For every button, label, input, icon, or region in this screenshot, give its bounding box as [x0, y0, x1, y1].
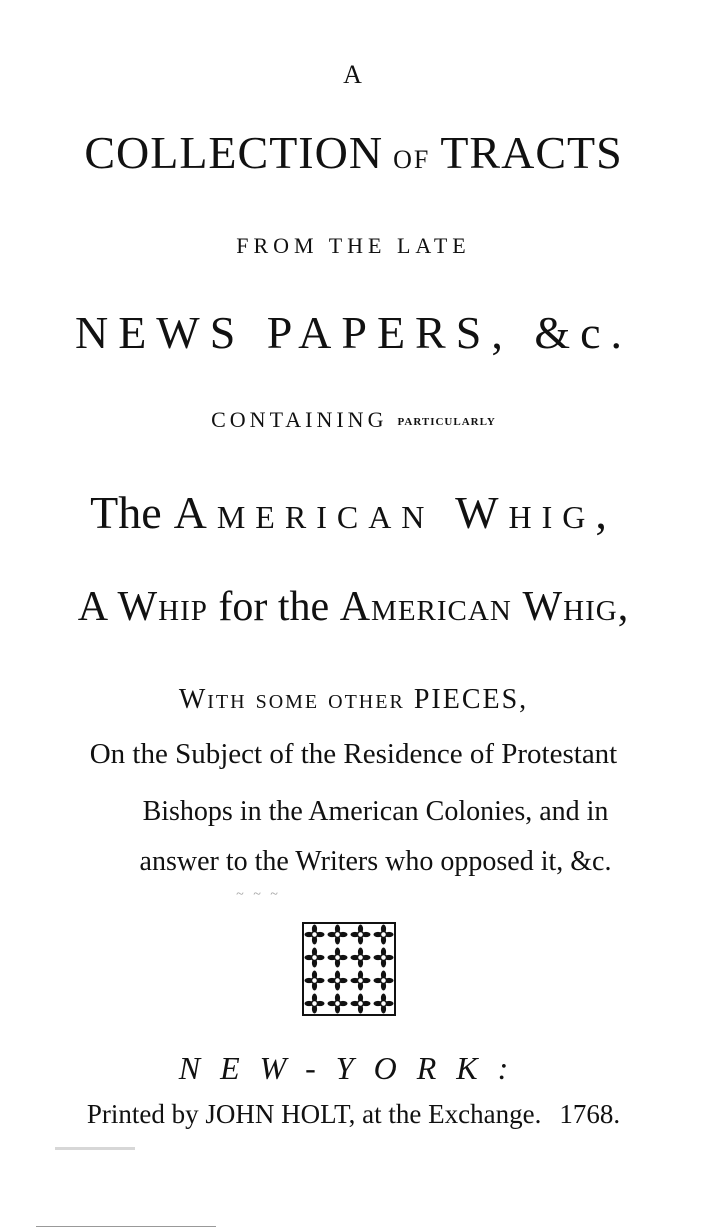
bottom-rule	[36, 1226, 216, 1227]
a-whip-for-the-american-whig	[0, 583, 707, 631]
bishops-line: Bishops in the American Colonies, and in	[142, 796, 609, 827]
the-american-whig	[0, 486, 707, 539]
ornament-tile	[351, 925, 371, 945]
ornament-tile	[351, 994, 371, 1014]
printer: Printed by JOHN HOLT, at the Exchange.	[86, 1099, 542, 1129]
ornament-tile	[374, 994, 394, 1014]
ornament-tile	[305, 925, 325, 945]
word-the: The	[90, 487, 162, 538]
news-papers: NEWS PAPERS, &c.	[74, 307, 633, 358]
ornament-tile	[374, 948, 394, 968]
title-collection-of-tracts	[0, 126, 707, 179]
ornament-tile	[305, 994, 325, 1014]
for-the: for the	[218, 584, 330, 630]
containing-particularly	[0, 407, 707, 433]
ornament-tile	[374, 971, 394, 991]
ornament-tile	[305, 948, 325, 968]
paper-speck	[55, 1147, 135, 1150]
from-the-late: FROM THE LATE	[236, 233, 471, 258]
place-new-york: NEW-YORK:	[178, 1050, 529, 1086]
faint-handwritten-mark: ~ ~ ~	[236, 887, 281, 902]
word-particularly: PARTICULARLY	[397, 415, 496, 428]
word-pieces: PIECES,	[413, 684, 529, 715]
imprint-line	[0, 1099, 707, 1130]
ornament-tile	[351, 971, 371, 991]
ornament-tile	[328, 994, 348, 1014]
with-some-other-pieces	[0, 684, 707, 716]
ornament-tile	[351, 948, 371, 968]
word-tracts: TRACTS	[440, 127, 623, 178]
with-some-other: With some other	[178, 684, 405, 715]
ornament-tile	[374, 925, 394, 945]
word-containing: CONTAINING	[211, 407, 388, 432]
subject-line: On the Subject of the Residence of Protestant	[89, 738, 618, 770]
ornament-tile	[305, 971, 325, 991]
article-a: A	[343, 60, 364, 89]
american-whig-title: American Whig,	[173, 487, 617, 538]
ornament-tile	[328, 948, 348, 968]
answer-line: answer to the Writers who opposed it, &c.	[139, 846, 612, 877]
year: 1768.	[559, 1099, 621, 1129]
a-whip: A Whip	[77, 584, 208, 630]
ornament-tile	[328, 971, 348, 991]
word-of: OF	[393, 145, 431, 174]
ornament-tile	[328, 925, 348, 945]
printers-flower-ornament-icon	[301, 921, 397, 1017]
american-whig-title-2: American Whig,	[339, 584, 630, 630]
word-collection: COLLECTION	[84, 127, 384, 178]
